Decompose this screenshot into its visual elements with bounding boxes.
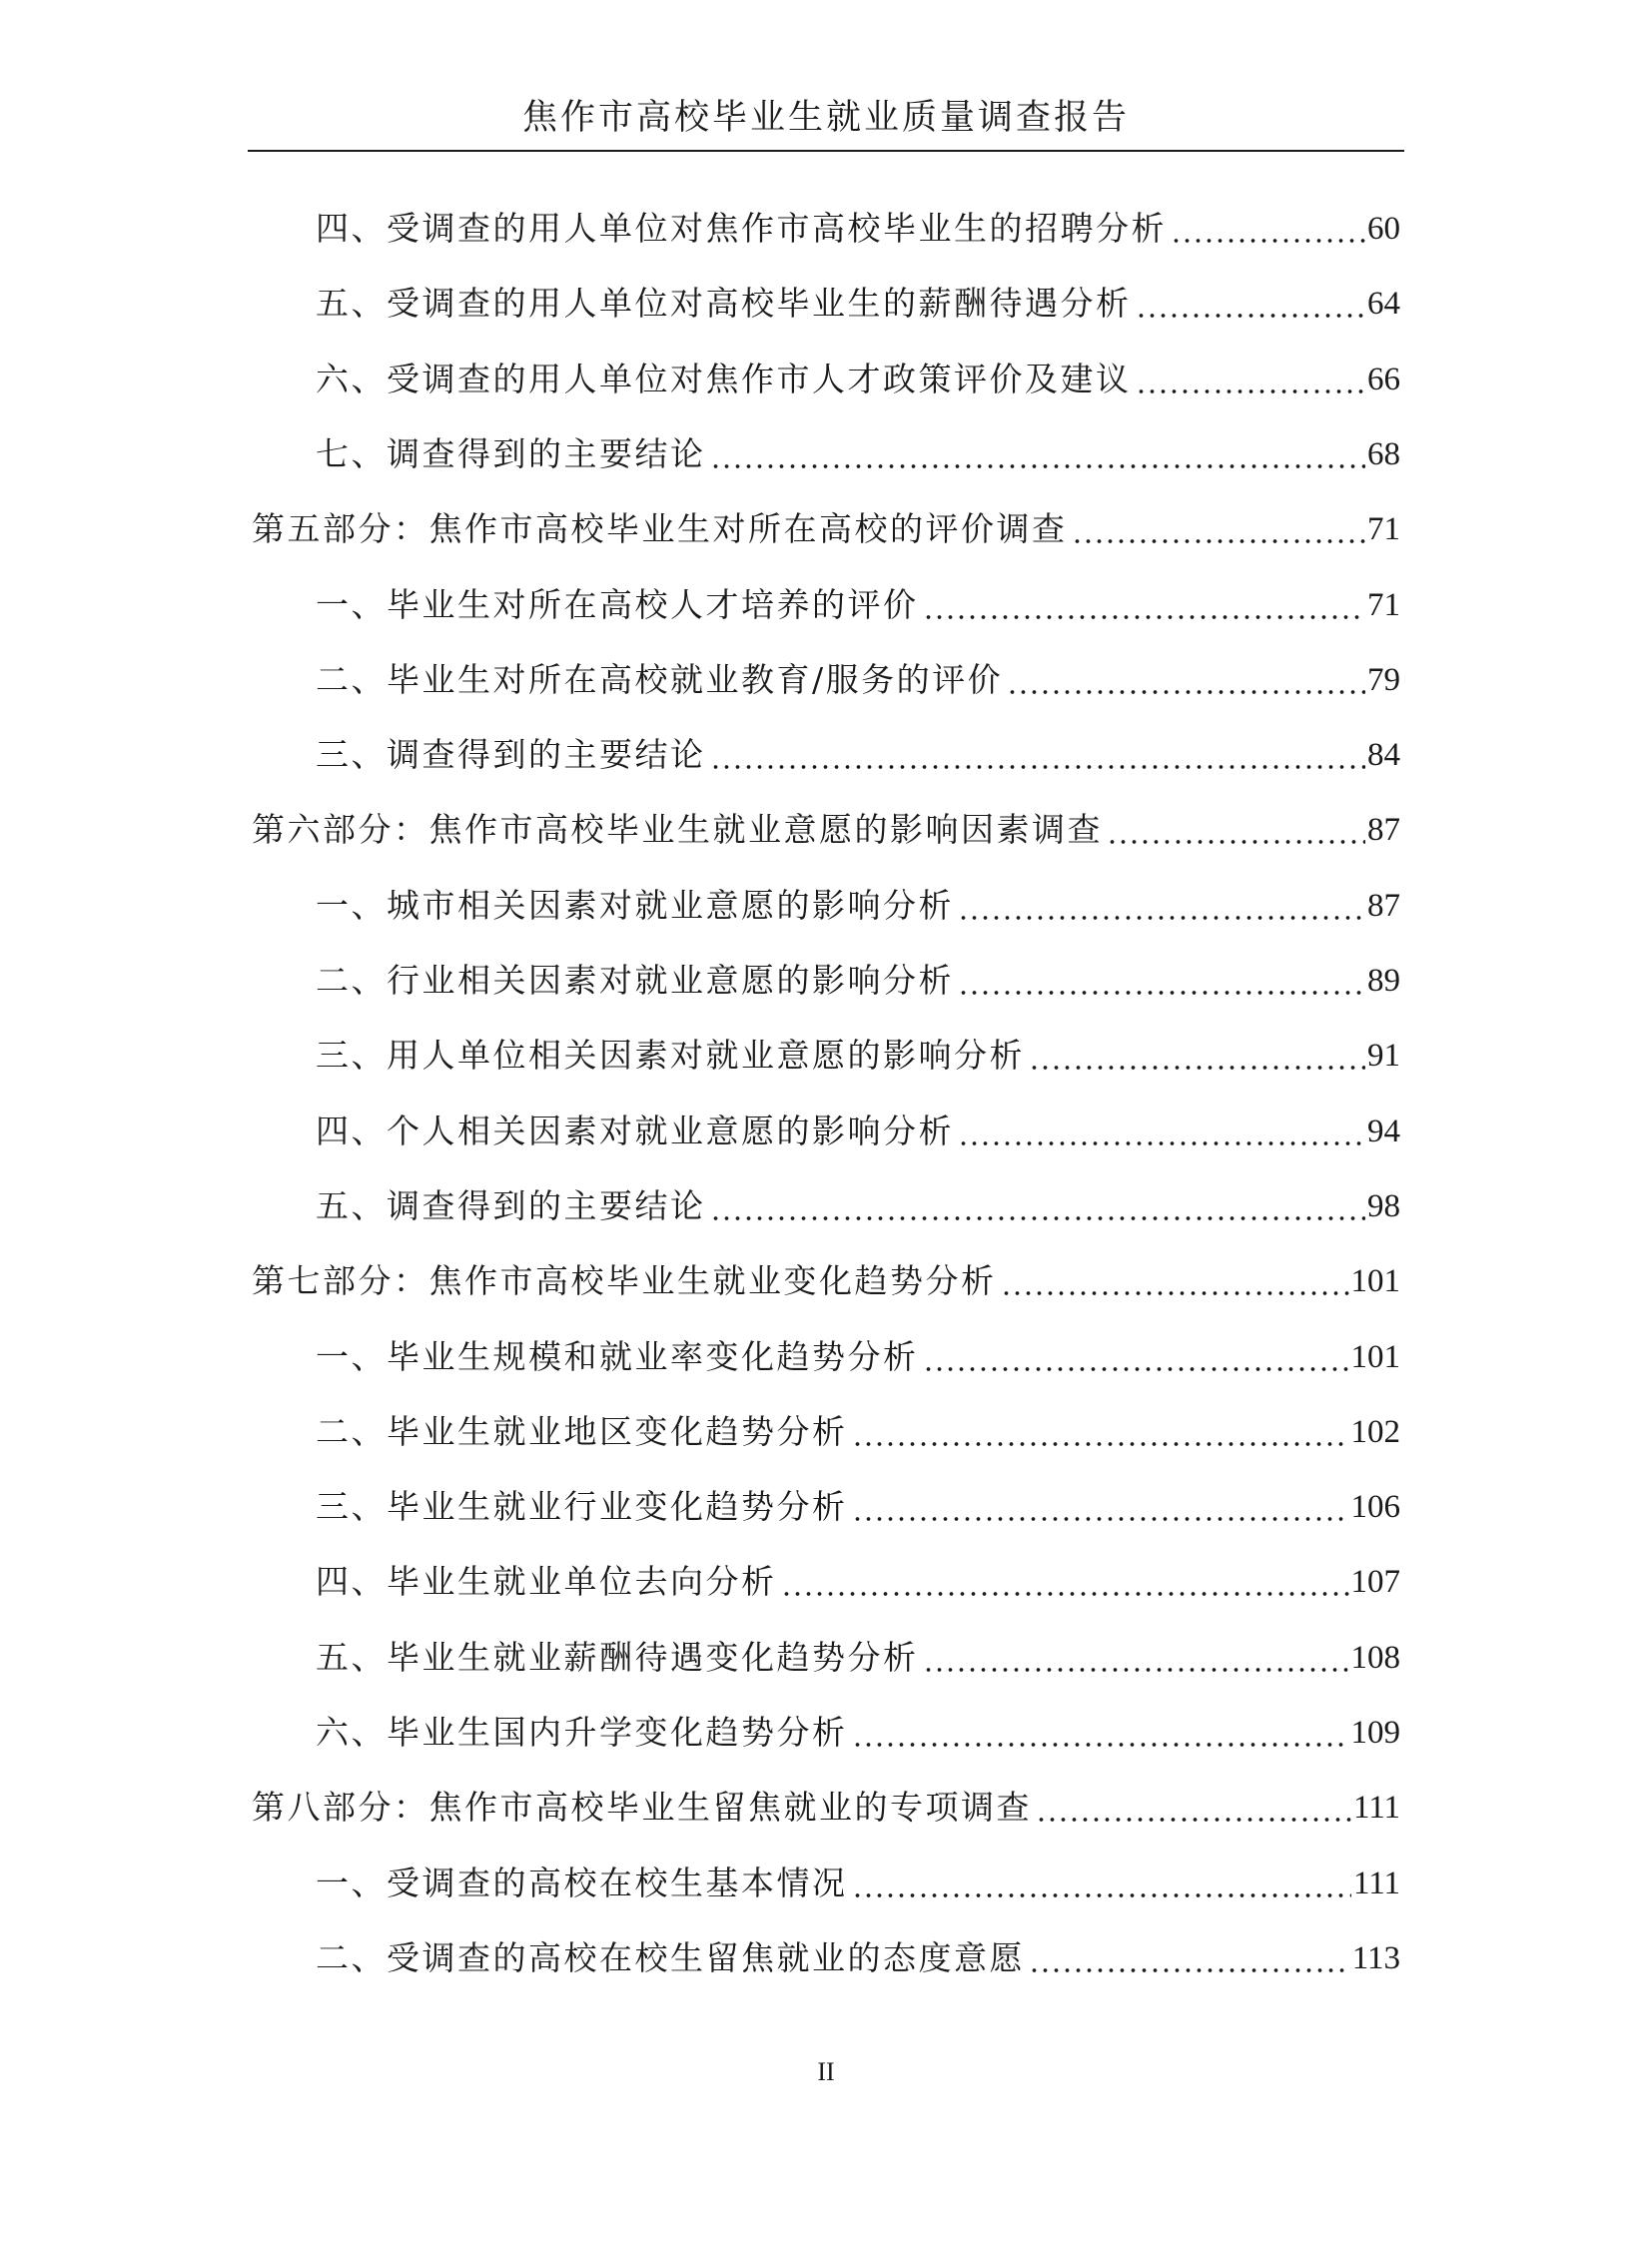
toc-dot-leader (958, 883, 1365, 929)
toc-page-number: 108 (1350, 1639, 1400, 1676)
toc-dot-leader (852, 1861, 1351, 1906)
toc-page-number: 102 (1350, 1413, 1400, 1450)
toc-page-number: 66 (1367, 361, 1400, 397)
toc-dot-leader (710, 431, 1366, 477)
toc-entry-title: 五、受调查的用人单位对高校毕业生的薪酬待遇分析 (316, 284, 1132, 324)
toc-page-number: 98 (1367, 1187, 1400, 1224)
toc-page-number: 87 (1367, 887, 1400, 924)
toc-entry-title: 四、个人相关因素对就业意愿的影响分析 (316, 1111, 954, 1150)
toc-section-entry[interactable] (316, 958, 1400, 1004)
toc-page-number: 94 (1367, 1113, 1400, 1149)
toc-entry-title: 第八部分：焦作市高校毕业生留焦就业的专项调查 (252, 1788, 1032, 1828)
toc-dot-leader (958, 1109, 1365, 1154)
toc-page-number: 89 (1367, 963, 1400, 999)
toc-page-number: 113 (1351, 1939, 1400, 1976)
toc-section-entry[interactable] (316, 1935, 1400, 1981)
toc-dot-leader (923, 582, 1366, 628)
toc-entry-title: 三、用人单位相关因素对就业意愿的影响分析 (316, 1036, 1025, 1076)
toc-dot-leader (1107, 807, 1365, 853)
toc-part-entry[interactable] (252, 807, 1400, 853)
toc-page-number: 71 (1367, 511, 1400, 548)
toc-section-entry[interactable] (316, 1033, 1400, 1079)
toc-page-number: 101 (1350, 1338, 1400, 1375)
toc-section-entry[interactable] (316, 1559, 1400, 1605)
toc-page-number: 71 (1367, 586, 1400, 623)
toc-section-entry[interactable] (316, 1109, 1400, 1154)
toc-page-number: 60 (1367, 211, 1400, 247)
toc-section-entry[interactable] (316, 357, 1400, 402)
toc-dot-leader (1136, 357, 1366, 402)
toc-dot-leader (958, 958, 1365, 1004)
toc-entry-title: 二、受调查的高校在校生留焦就业的态度意愿 (316, 1937, 1025, 1977)
page-number: II (817, 2057, 835, 2086)
toc-dot-leader (923, 1334, 1349, 1380)
toc-dot-leader (1001, 1258, 1349, 1304)
toc-dot-leader (710, 732, 1366, 778)
running-header-title: 焦作市高校毕业生就业质量调查报告 (521, 98, 1130, 138)
toc-section-entry[interactable] (316, 206, 1400, 252)
toc-entry-title: 一、毕业生对所在高校人才培养的评价 (316, 584, 919, 624)
toc-entry-title: 五、毕业生就业薪酬待遇变化趋势分析 (316, 1637, 919, 1677)
toc-dot-leader (1171, 206, 1365, 252)
toc-entry-title: 二、毕业生对所在高校就业教育/服务的评价 (316, 659, 1004, 699)
toc-page-number: 107 (1350, 1564, 1400, 1601)
toc-entry-title: 三、调查得到的主要结论 (316, 735, 706, 775)
toc-section-entry[interactable] (316, 431, 1400, 477)
toc-page-number: 64 (1367, 286, 1400, 323)
toc-section-entry[interactable] (316, 657, 1400, 703)
toc-page-number: 106 (1350, 1489, 1400, 1526)
toc-section-entry[interactable] (316, 1710, 1400, 1756)
toc-dot-leader (852, 1409, 1349, 1455)
toc-entry-title: 二、毕业生就业地区变化趋势分析 (316, 1411, 848, 1451)
toc-section-entry[interactable] (316, 1409, 1400, 1455)
toc-page-number: 101 (1350, 1263, 1400, 1300)
toc-section-entry[interactable] (316, 1334, 1400, 1380)
toc-entry-title: 四、毕业生就业单位去向分析 (316, 1562, 777, 1602)
toc-entry-title: 二、行业相关因素对就业意愿的影响分析 (316, 961, 954, 1000)
toc-dot-leader (1072, 506, 1366, 552)
toc-entry-title: 三、毕业生就业行业变化趋势分析 (316, 1487, 848, 1527)
toc-page-number: 79 (1367, 661, 1400, 698)
toc-entry-title: 六、毕业生国内升学变化趋势分析 (316, 1713, 848, 1752)
toc-dot-leader (1036, 1785, 1351, 1831)
toc-dot-leader (710, 1183, 1366, 1229)
toc-entry-title: 五、调查得到的主要结论 (316, 1185, 706, 1225)
toc-entry-title: 四、受调查的用人单位对焦作市高校毕业生的招聘分析 (316, 209, 1167, 248)
toc-section-entry[interactable] (316, 1635, 1400, 1681)
toc-dot-leader (852, 1484, 1349, 1530)
toc-entry-title: 第七部分：焦作市高校毕业生就业变化趋势分析 (252, 1261, 997, 1301)
toc-part-entry[interactable] (252, 1258, 1400, 1304)
toc-dot-leader (1136, 281, 1366, 327)
toc-section-entry[interactable] (316, 1484, 1400, 1530)
toc-dot-leader (1007, 657, 1365, 703)
toc-page-number: 111 (1352, 1865, 1400, 1901)
toc-entry-title: 一、城市相关因素对就业意愿的影响分析 (316, 885, 954, 925)
toc-entry-title: 六、受调查的用人单位对焦作市人才政策评价及建议 (316, 359, 1132, 398)
toc-page-number: 87 (1367, 812, 1400, 849)
toc-page-number: 109 (1350, 1715, 1400, 1751)
toc-dot-leader (852, 1710, 1349, 1756)
toc-section-entry[interactable] (316, 281, 1400, 327)
toc-dot-leader (923, 1635, 1349, 1681)
toc-section-entry[interactable] (316, 883, 1400, 929)
toc-dot-leader (1029, 1935, 1350, 1981)
toc-entry-title: 七、调查得到的主要结论 (316, 433, 706, 473)
toc-page-number: 84 (1367, 737, 1400, 774)
toc-dot-leader (781, 1559, 1349, 1605)
toc-page-number: 91 (1367, 1038, 1400, 1075)
toc-part-entry[interactable] (252, 1785, 1400, 1831)
toc-page-number: 111 (1352, 1790, 1400, 1827)
toc-entry-title: 一、受调查的高校在校生基本情况 (316, 1863, 848, 1902)
toc-entry-title: 第五部分：焦作市高校毕业生对所在高校的评价调查 (252, 509, 1068, 549)
toc-page-number: 68 (1367, 435, 1400, 472)
toc-dot-leader (1029, 1033, 1365, 1079)
toc-section-entry[interactable] (316, 1183, 1400, 1229)
toc-section-entry[interactable] (316, 582, 1400, 628)
toc-section-entry[interactable] (316, 1861, 1400, 1906)
toc-entry-title: 第六部分：焦作市高校毕业生就业意愿的影响因素调查 (252, 810, 1103, 850)
toc-part-entry[interactable] (252, 506, 1400, 552)
toc-section-entry[interactable] (316, 732, 1400, 778)
toc-entry-title: 一、毕业生规模和就业率变化趋势分析 (316, 1336, 919, 1376)
